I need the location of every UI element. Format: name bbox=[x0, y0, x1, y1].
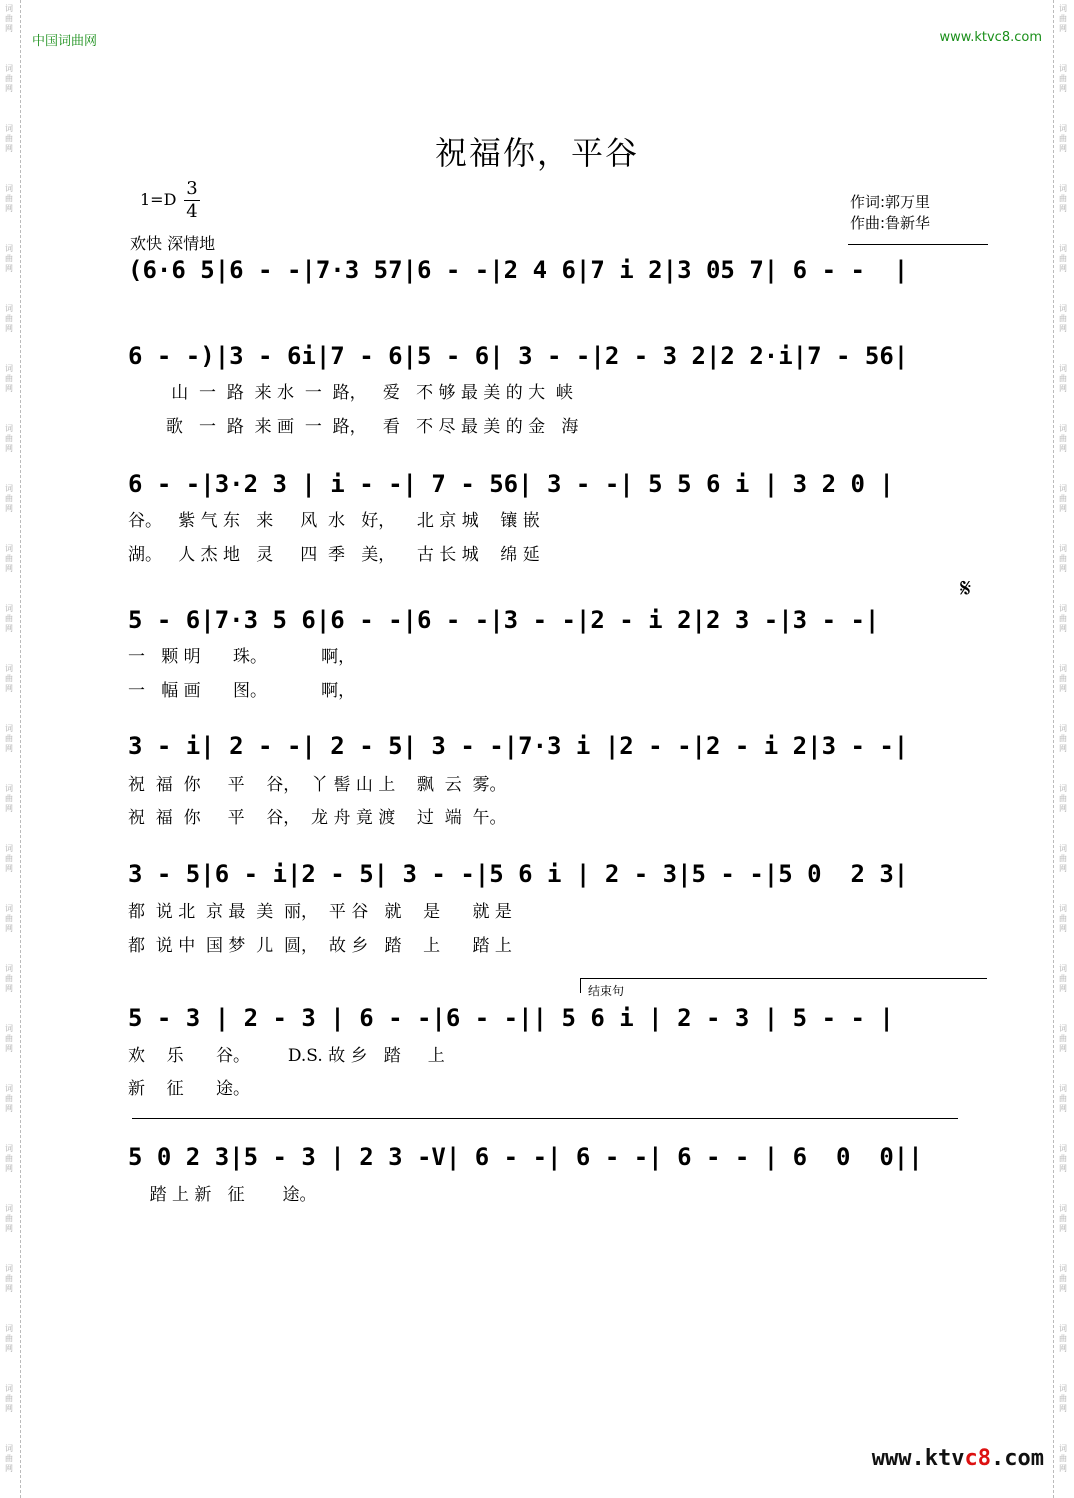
watermark-text: 词 曲 网 bbox=[5, 1204, 13, 1233]
meter-bottom: 4 bbox=[186, 201, 198, 222]
site-name[interactable]: 中国词曲网 bbox=[32, 34, 98, 49]
watermark-text: 词 曲 网 bbox=[1059, 1144, 1067, 1173]
notation-row: 3 - 5|6 - i|2 - 5| 3 - -|5 6 i | 2 - 3|5 - -|5 0 2 3| bbox=[128, 860, 909, 888]
watermark-text: 词 曲 网 bbox=[1059, 544, 1067, 573]
lyricist: 作词:郭万里 bbox=[850, 193, 931, 211]
watermark-text: 词 曲 网 bbox=[1059, 724, 1067, 753]
watermark-text: 词 曲 网 bbox=[1059, 484, 1067, 513]
watermark-text: 词 曲 网 bbox=[5, 844, 13, 873]
watermark-text: 词 曲 网 bbox=[5, 664, 13, 693]
notation-row: 6 - -|3·2 3 | i - -| 7 - 56| 3 - -| 5 5 6 i | 3 2 0 | bbox=[128, 470, 894, 498]
ending-line bbox=[132, 1118, 958, 1119]
lyric-line: 一 幅 画 图。 啊， bbox=[128, 681, 356, 701]
watermark-text: 词 曲 网 bbox=[5, 124, 13, 153]
watermark-text: 词 曲 网 bbox=[1059, 64, 1067, 93]
watermark-text: 词 曲 网 bbox=[1059, 964, 1067, 993]
notation-row: 6 - -)|3 - 6i|7 - 6|5 - 6| 3 - -|2 - 3 2|2 2·i|7 - 56| bbox=[128, 342, 909, 370]
notation-row: (6·6 5|6 - -|7·3 57|6 - -|2 4 6|7 i 2|3 05 7| 6 - - | bbox=[128, 256, 909, 284]
watermark-text: 词 曲 网 bbox=[1059, 1384, 1067, 1413]
watermark-text: 词 曲 网 bbox=[1059, 1024, 1067, 1053]
key-signature: 1=D bbox=[140, 190, 177, 209]
lyric-line: 歌 一 路 来 画 一 路， 看 不 尽 最 美 的 金 海 bbox=[128, 417, 579, 437]
watermark-text: 词 曲 网 bbox=[1059, 184, 1067, 213]
notation-row: 3 - i| 2 - -| 2 - 5| 3 - -|7·3 i |2 - -|2 - i 2|3 - -| bbox=[128, 732, 909, 760]
watermark-text: 词 曲 网 bbox=[5, 64, 13, 93]
lyric-line: 都 说 北 京 最 美 丽， 平 谷 就 是 就 是 bbox=[128, 902, 512, 922]
watermark-text: 词 曲 网 bbox=[5, 904, 13, 933]
lyric-line: 都 说 中 国 梦 儿 圆， 故 乡 踏 上 踏 上 bbox=[128, 936, 512, 956]
watermark-text: 词 曲 网 bbox=[5, 304, 13, 333]
watermark-text: 词 曲 网 bbox=[5, 1324, 13, 1353]
watermark-text: 词 曲 网 bbox=[5, 184, 13, 213]
notation-row: 5 - 6|7·3 5 6|6 - -|6 - -|3 - -|2 - i 2|2 3 -|3 - -| bbox=[128, 606, 880, 634]
watermark-text: 词 曲 网 bbox=[5, 604, 13, 633]
left-margin-watermark bbox=[0, 0, 21, 1498]
watermark-text: 词 曲 网 bbox=[5, 724, 13, 753]
ending-bracket bbox=[580, 978, 987, 993]
watermark-text: 词 曲 网 bbox=[5, 484, 13, 513]
lyric-line: 欢 乐 谷。 D.S. 故 乡 踏 上 bbox=[128, 1046, 445, 1066]
watermark-text: 词 曲 网 bbox=[5, 1144, 13, 1173]
segno-icon: 𝄋 bbox=[960, 574, 972, 604]
site-url[interactable]: www.ktvc8.com bbox=[939, 30, 1042, 45]
right-margin-watermark bbox=[1053, 0, 1074, 1498]
notation-row: 5 0 2 3|5 - 3 | 2 3 -V| 6 - -| 6 - -| 6 - - | 6 0 0|| bbox=[128, 1143, 923, 1171]
watermark-text: 词 曲 网 bbox=[5, 1024, 13, 1053]
watermark-text: 词 曲 网 bbox=[1059, 784, 1067, 813]
watermark-text: 词 曲 网 bbox=[1059, 424, 1067, 453]
watermark-text: 词 曲 网 bbox=[5, 544, 13, 573]
watermark-text: 词 曲 网 bbox=[5, 1264, 13, 1293]
composer: 作曲:鲁新华 bbox=[850, 214, 931, 232]
watermark-text: 词 曲 网 bbox=[1059, 1204, 1067, 1233]
watermark-text: 词 曲 网 bbox=[1059, 304, 1067, 333]
footer-logo[interactable]: www.ktvc8.com bbox=[871, 1446, 1044, 1471]
time-signature bbox=[182, 178, 202, 223]
watermark-text: 词 曲 网 bbox=[5, 1384, 13, 1413]
lyric-line: 谷。 紫 气 东 来 风 水 好， 北 京 城 镶 嵌 bbox=[128, 511, 540, 531]
lyric-line: 湖。 人 杰 地 灵 四 季 美， 古 长 城 绵 延 bbox=[128, 545, 540, 565]
watermark-text: 词 曲 网 bbox=[5, 364, 13, 393]
watermark-text: 词 曲 网 bbox=[5, 1444, 13, 1473]
lyric-line: 祝 福 你 平 谷， 龙 舟 竟 渡 过 端 午。 bbox=[128, 808, 507, 828]
watermark-text: 词 曲 网 bbox=[1059, 1444, 1067, 1473]
watermark-text: 词 曲 网 bbox=[1059, 1324, 1067, 1353]
lyric-line: 踏 上 新 征 途。 bbox=[128, 1185, 317, 1205]
watermark-text: 词 曲 网 bbox=[1059, 844, 1067, 873]
watermark-text: 词 曲 网 bbox=[1059, 904, 1067, 933]
ending-label: 结束句 bbox=[588, 984, 625, 998]
watermark-text: 词 曲 网 bbox=[5, 4, 13, 33]
watermark-text: 词 曲 网 bbox=[5, 1084, 13, 1113]
watermark-text: 词 曲 网 bbox=[5, 784, 13, 813]
watermark-text: 词 曲 网 bbox=[1059, 244, 1067, 273]
watermark-text: 词 曲 网 bbox=[5, 424, 13, 453]
watermark-text: 词 曲 网 bbox=[1059, 1084, 1067, 1113]
song-title: 祝福你，平谷 bbox=[434, 134, 639, 172]
tempo-marking: 欢快 深情地 bbox=[130, 234, 216, 253]
watermark-text: 词 曲 网 bbox=[1059, 604, 1067, 633]
lyric-line: 新 征 途。 bbox=[128, 1079, 251, 1099]
watermark-text: 词 曲 网 bbox=[5, 964, 13, 993]
notation-row: 5 - 3 | 2 - 3 | 6 - -|6 - -|| 5 6 i | 2 - 3 | 5 - - | bbox=[128, 1004, 894, 1032]
lyric-line: 祝 福 你 平 谷， 丫 髻 山 上 飘 云 雾。 bbox=[128, 775, 507, 795]
volta-line bbox=[848, 244, 988, 245]
watermark-text: 词 曲 网 bbox=[1059, 124, 1067, 153]
lyric-line: 一 颗 明 珠。 啊， bbox=[128, 647, 356, 667]
lyric-line: 山 一 路 来 水 一 路， 爱 不 够 最 美 的 大 峡 bbox=[128, 383, 573, 403]
watermark-text: 词 曲 网 bbox=[1059, 664, 1067, 693]
meter-top: 3 bbox=[186, 178, 198, 199]
watermark-text: 词 曲 网 bbox=[1059, 364, 1067, 393]
credits bbox=[850, 192, 930, 234]
watermark-text: 词 曲 网 bbox=[1059, 4, 1067, 33]
watermark-text: 词 曲 网 bbox=[1059, 1264, 1067, 1293]
watermark-text: 词 曲 网 bbox=[5, 244, 13, 273]
